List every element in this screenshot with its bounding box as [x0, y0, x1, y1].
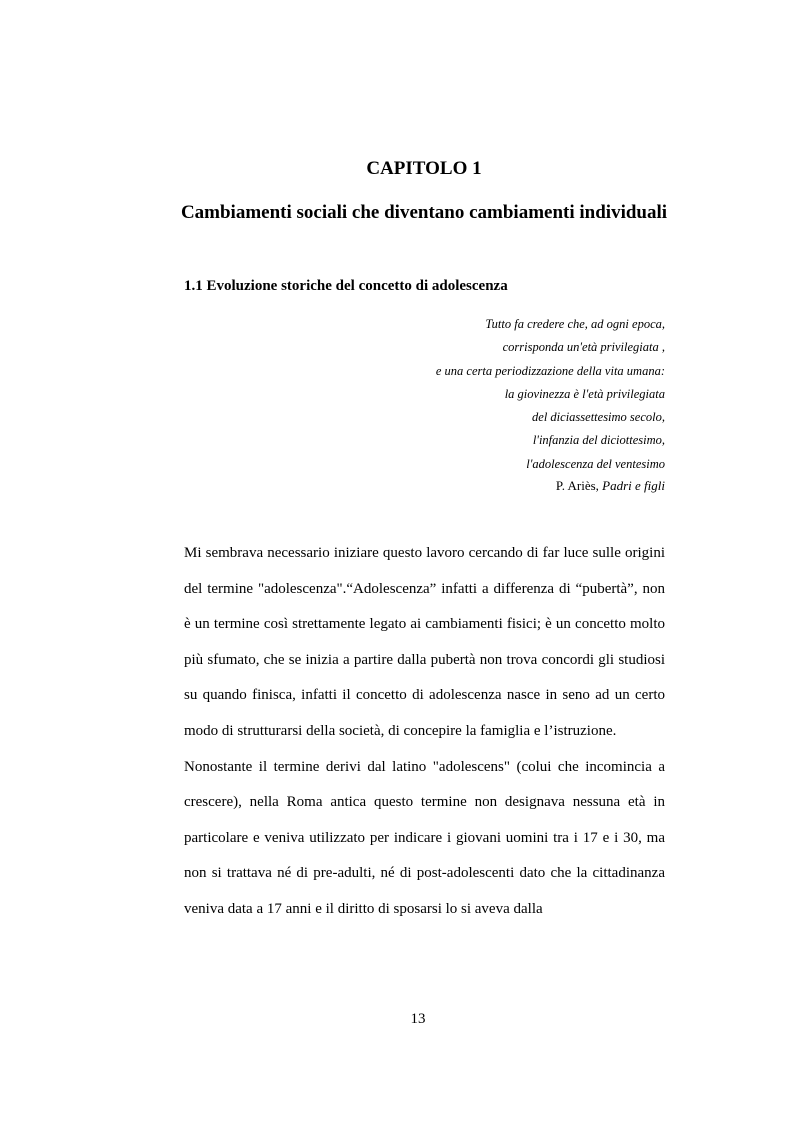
epigraph-work: Padri e figli — [602, 478, 665, 493]
epigraph-line: l'adolescenza del ventesimo — [526, 456, 665, 471]
epigraph-line: del diciassettesimo secolo, — [532, 410, 665, 425]
epigraph — [436, 313, 665, 476]
epigraph-line: la giovinezza è l'età privilegiata — [504, 386, 665, 401]
body-paragraph: Nonostante il termine derivi dal latino "adolescens" (colui che incomincia a crescere), nella Roma antica questo termine non designava nessuna età in particolare e veniva utilizzato per indicare i giovani uomini tra i 17 e i 30, ma non si trattava né di pre-adulti, né di post-adolescenti dato che la cittadinanza veniva data a 17 anni e il diritto di sposarsi lo si aveva dalla — [184, 758, 665, 917]
epigraph-line: Tutto fa credere che, ad ogni epoca, — [485, 317, 665, 331]
epigraph-line: e una certa periodizzazione della vita umana: — [435, 363, 665, 378]
body-text — [184, 536, 665, 928]
body-paragraph: Mi sembrava necessario iniziare questo lavoro cercando di far luce sulle origini del termine "adolescenza".“Adolescenza” infatti a differenza di “pubertà”, non è un termine così strettamente legato ai cambiamenti fisici; è un concetto molto più sfumato, che se inizia a partire dalla pubertà non trova concordi gli studiosi su quando finisca, infatti il concetto di adolescenza nasce in seno ad un certo modo di strutturarsi della società, di concepire la famiglia e l’istruzione. — [184, 545, 665, 739]
chapter-subtitle: Cambiamenti sociali che diventano cambiamenti individuali — [180, 202, 668, 223]
epigraph-line: l'infanzia del diciottesimo, — [532, 433, 665, 448]
epigraph-attribution — [556, 478, 665, 494]
epigraph-line: corrisponda un'età privilegiata , — [502, 340, 665, 355]
page-number: 13 — [410, 1011, 426, 1027]
section-heading: 1.1 Evoluzione storiche del concetto di adolescenza — [184, 278, 508, 294]
epigraph-author: P. Ariès, — [555, 478, 599, 493]
chapter-title: CAPITOLO 1 — [366, 158, 482, 179]
